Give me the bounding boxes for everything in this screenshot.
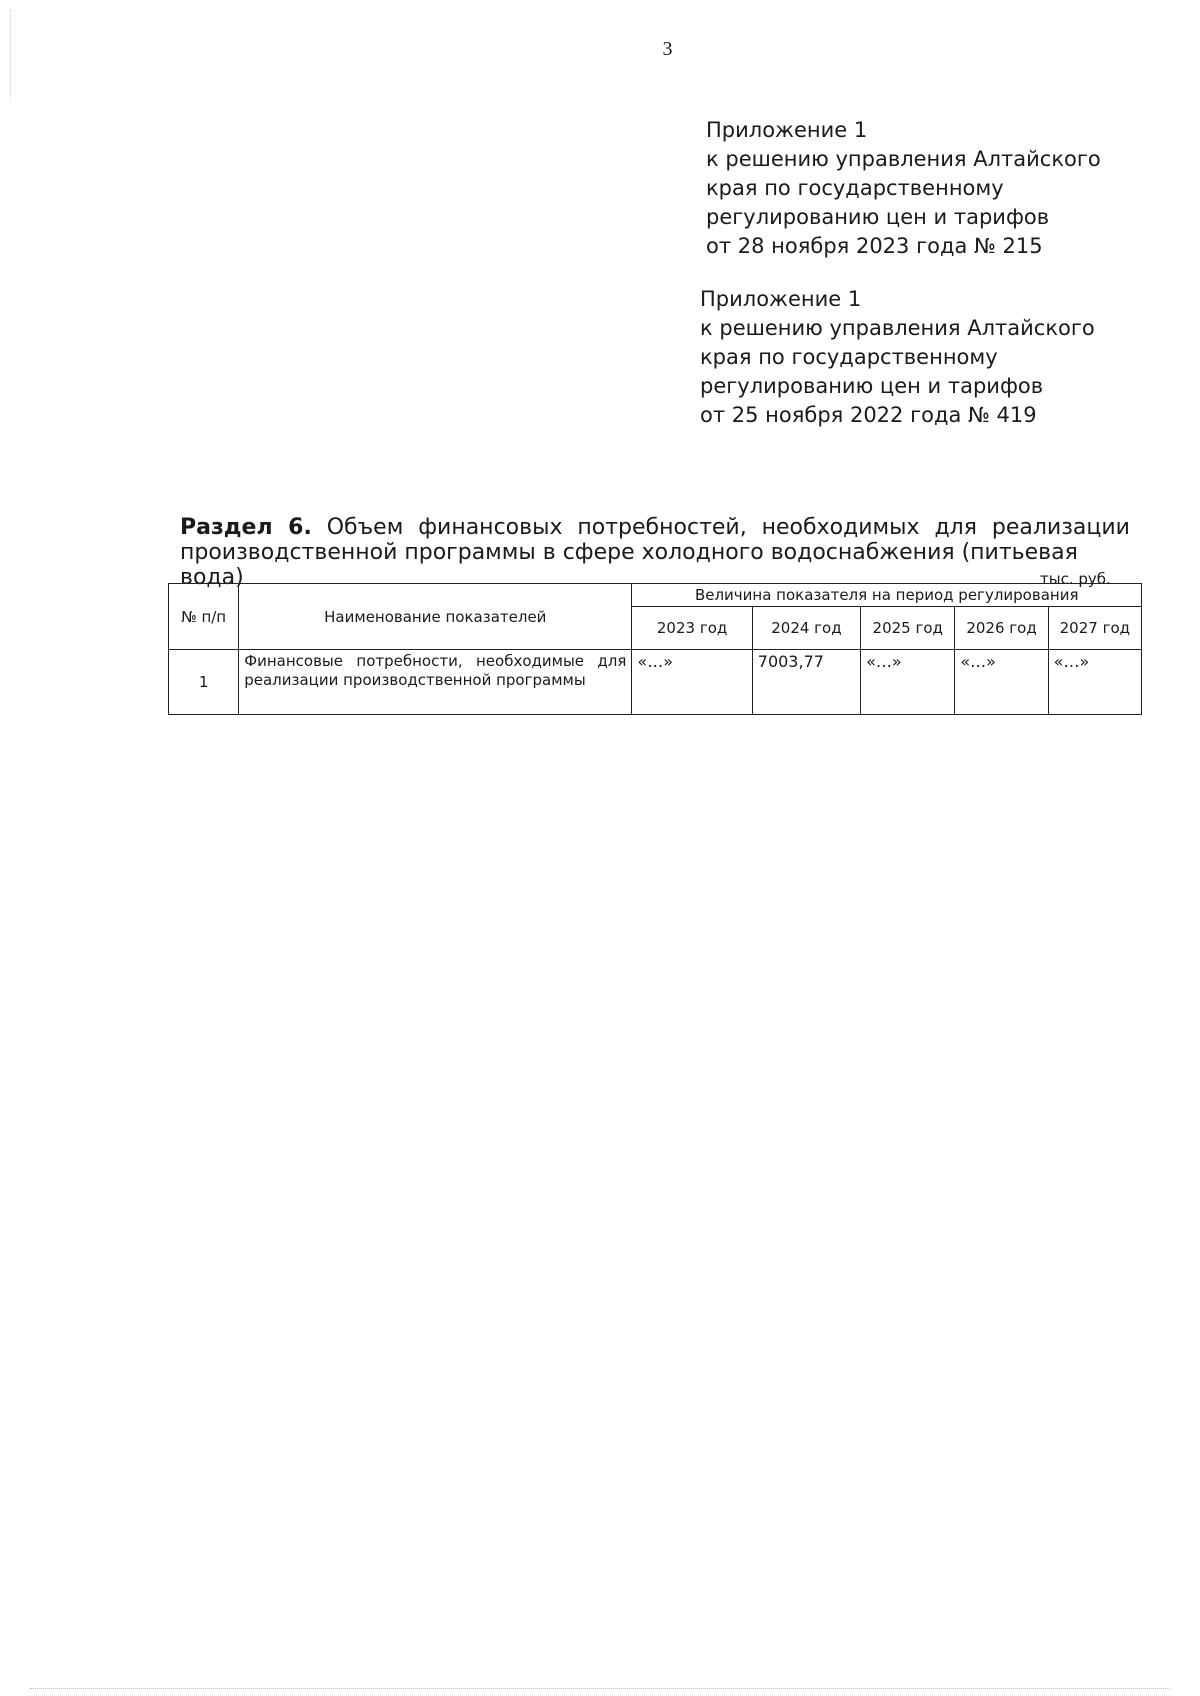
header-year: 2025 год — [861, 607, 955, 650]
header-name: Наименование показателей — [239, 584, 632, 650]
header-year: 2024 год — [752, 607, 860, 650]
row-value: «…» — [1048, 650, 1141, 715]
page-number: 3 — [662, 38, 673, 60]
appendix-current-header — [706, 116, 1101, 261]
appendix-line: к решению управления Алтайского — [706, 147, 1101, 171]
row-value: «…» — [955, 650, 1048, 715]
appendix-line: к решению управления Алтайского — [700, 316, 1095, 340]
scan-artifact-bottom — [30, 1688, 1170, 1690]
financial-needs-table — [168, 583, 1142, 715]
appendix-title: Приложение 1 — [706, 118, 868, 142]
appendix-line: края по государственному — [706, 176, 1004, 200]
row-number: 1 — [169, 650, 239, 715]
appendix-previous-header — [700, 285, 1095, 430]
table-row — [169, 650, 1142, 715]
section-heading — [180, 515, 1130, 590]
row-name: Финансовые потребности, необходимые для реализации производственной программы — [239, 650, 632, 715]
appendix-date-line: от 25 ноября 2022 года № 419 — [700, 403, 1037, 427]
header-year: 2023 год — [632, 607, 752, 650]
section-title-line2: производственной программы в сфере холодного водоснабжения (питьевая вода) — [180, 540, 1078, 590]
appendix-date-line: от 28 ноября 2023 года № 215 — [706, 234, 1043, 258]
appendix-title: Приложение 1 — [700, 287, 862, 311]
row-value: 7003,77 — [752, 650, 860, 715]
header-year: 2026 год — [955, 607, 1048, 650]
appendix-line: края по государственному — [700, 345, 998, 369]
header-year: 2027 год — [1048, 607, 1141, 650]
header-period-group: Величина показателя на период регулирования — [632, 584, 1142, 607]
appendix-line: регулированию цен и тарифов — [700, 374, 1044, 398]
row-value: «…» — [632, 650, 752, 715]
row-value: «…» — [861, 650, 955, 715]
section-label: Раздел 6. — [180, 515, 312, 540]
header-number: № п/п — [169, 584, 239, 650]
appendix-line: регулированию цен и тарифов — [706, 205, 1050, 229]
table-header-row — [169, 584, 1142, 607]
section-title-line1: Объем финансовых потребностей, необходимых для реализации — [326, 515, 1130, 540]
units-label: тыс. руб. — [1040, 570, 1111, 588]
